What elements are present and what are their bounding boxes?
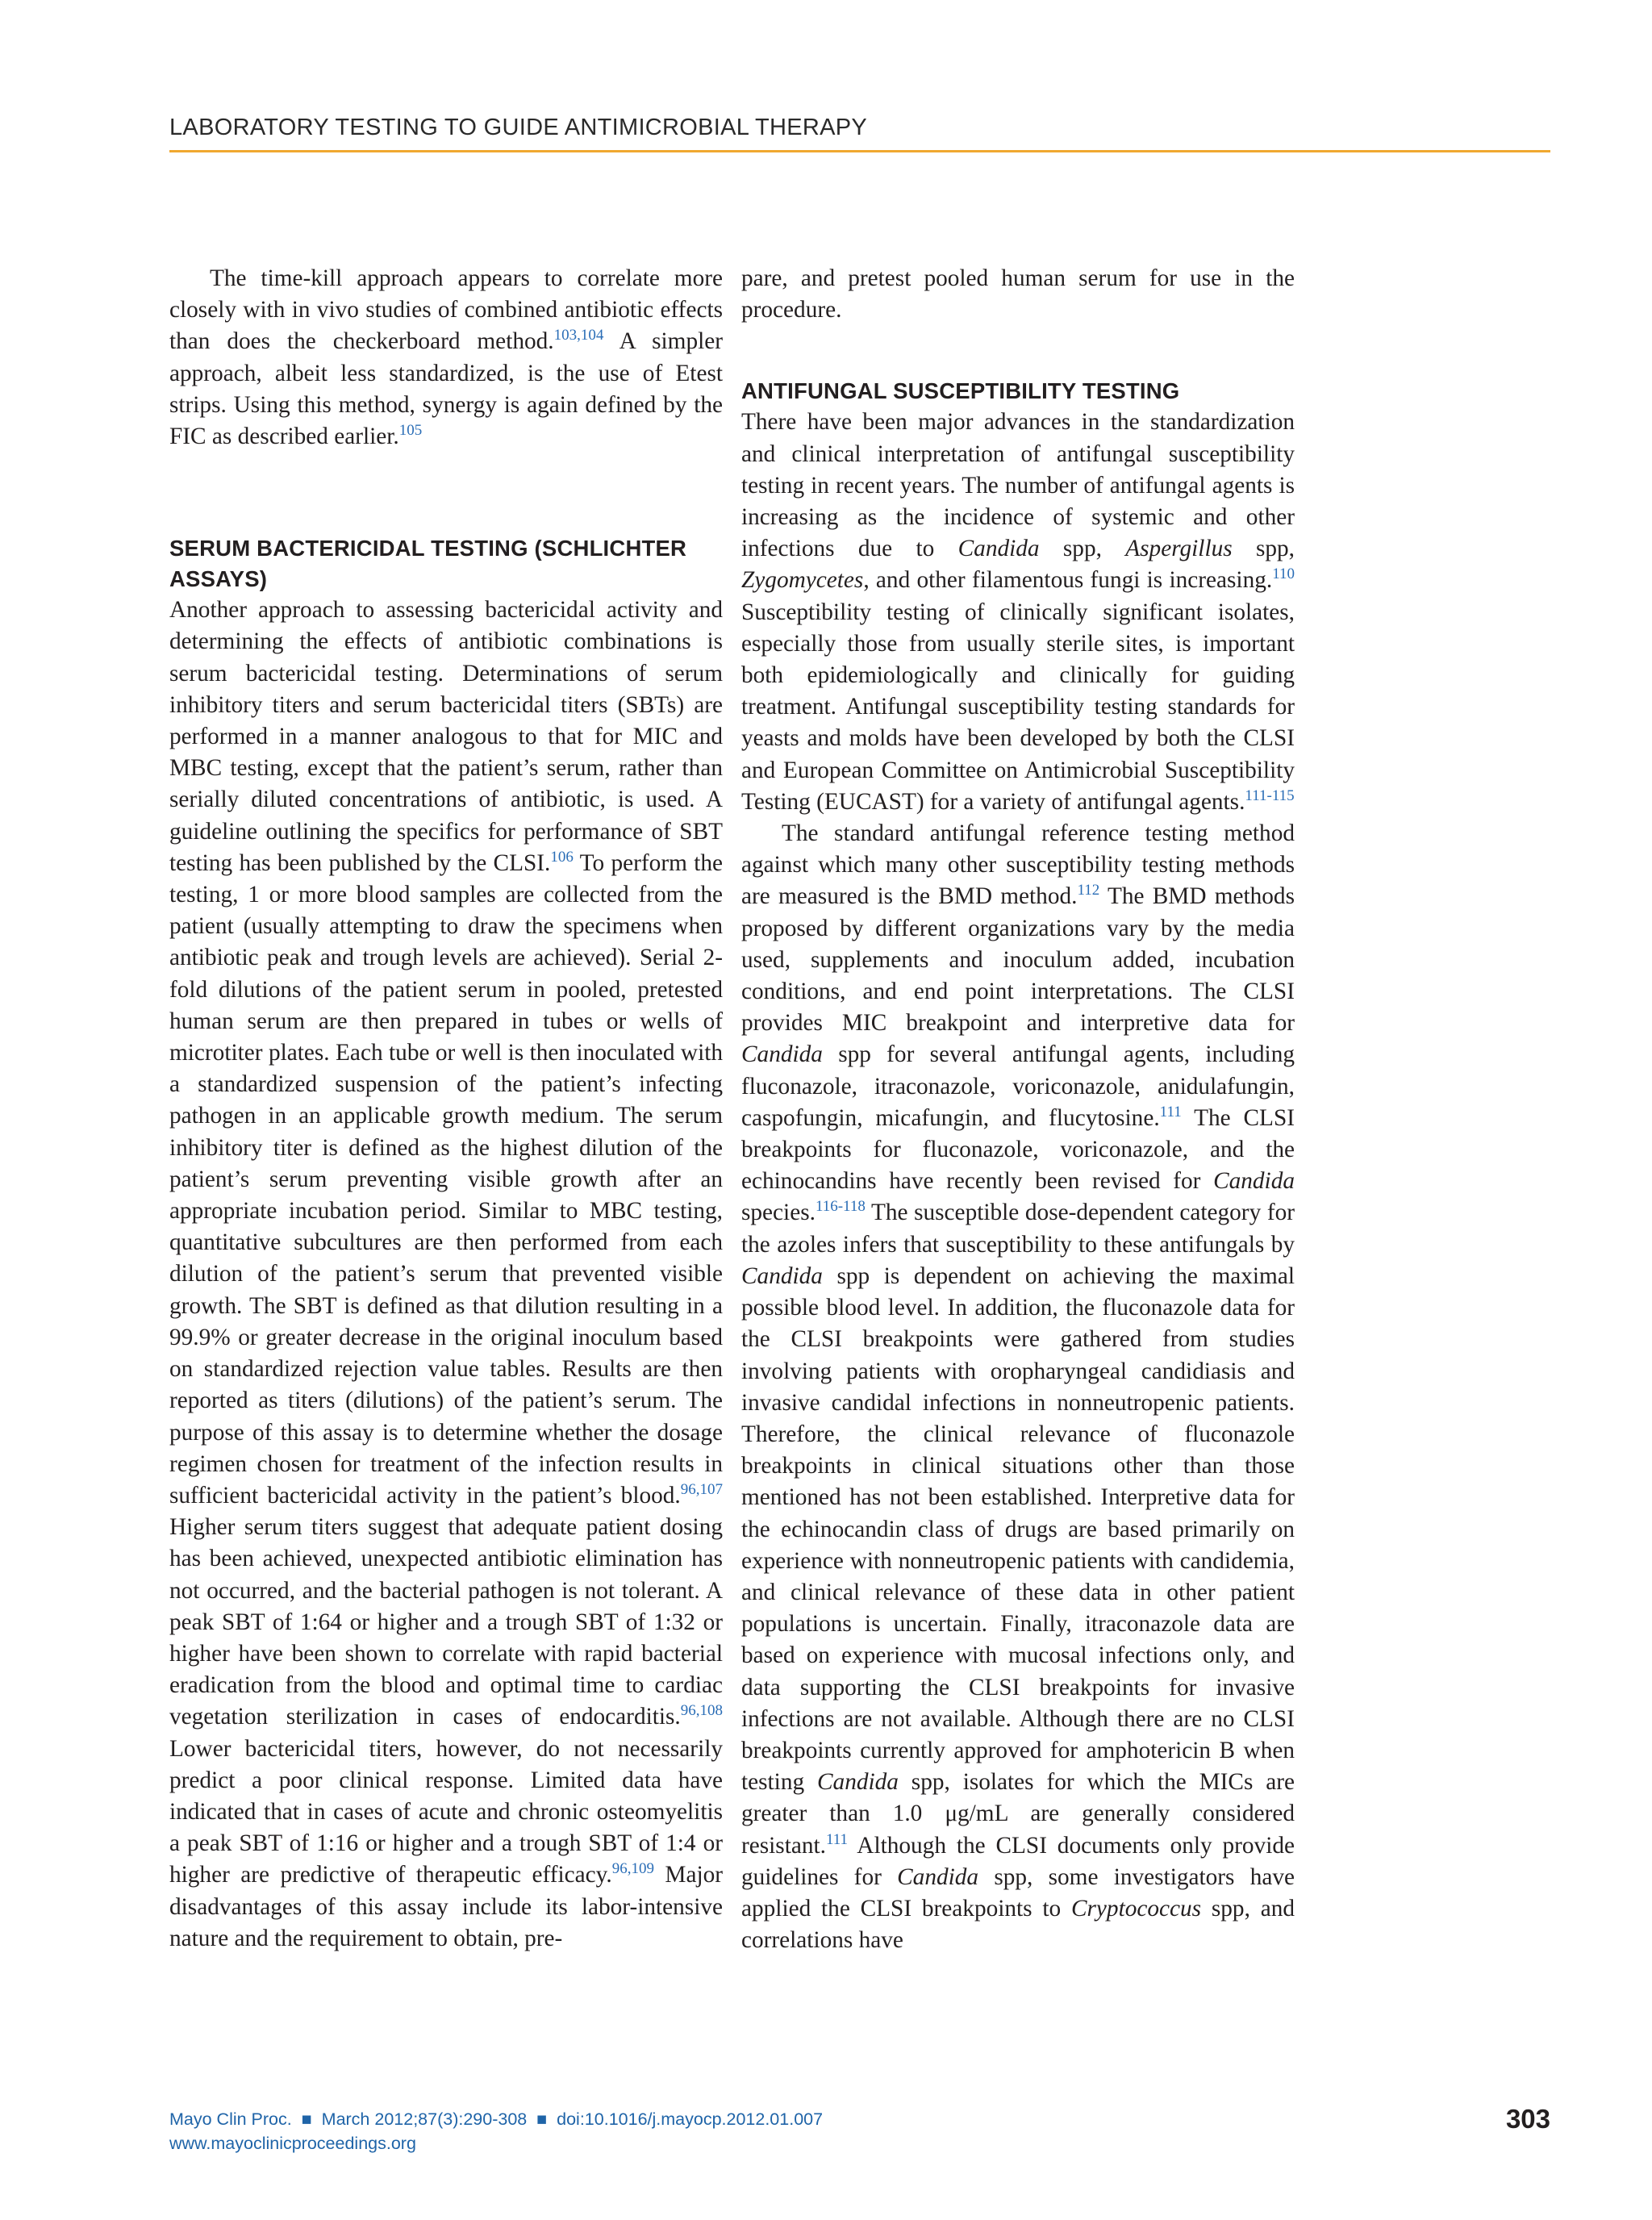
citation-ref[interactable]: 111-115 (1245, 787, 1295, 804)
journal-name: Mayo Clin Proc. (169, 2109, 292, 2129)
separator-square-icon: ■ (536, 2109, 548, 2129)
citation-ref[interactable]: 96,108 (680, 1702, 723, 1720)
section-heading-antifungal: ANTIFUNGAL SUSCEPTIBILITY TESTING (741, 378, 1180, 404)
header-rule (169, 150, 1550, 152)
right-column (741, 263, 1295, 1956)
page-number: 303 (1505, 2104, 1550, 2134)
citation-ref[interactable]: 103,104 (553, 327, 604, 344)
running-head: LABORATORY TESTING TO GUIDE ANTIMICROBIAL THERAPY (169, 115, 868, 140)
paragraph-bmd-method: The standard antifungal reference testing method against which many other susceptibility testing methods are measured is the BMD method.$^{112}$ The BMD methods proposed by different organizations vary by the media used, supplements and inoculum added, incubation conditions, and end point interpretations. The CLSI provides MIC breakpoint and interpretive data for Candida spp for several antifungal agents, including fluconazole, itraconazole, voriconazole, anidulafungin, caspofungin, micafungin, and flucytosine.$^{111}$ The CLSI breakpoints for fluconazole, voriconazole, and the echinocandins have recently been revised for Candida species.$^{116-118}$ The susceptible dose-dependent category for the azoles infers that susceptibility to these antifungals by Candida spp is dependent on achieving the maximal possible blood level. In addition, the fluconazole data for the CLSI breakpoints were gathered from studies involving patients with oropharyngeal candidiasis and invasive candidal infections in nonneutropenic patients. Therefore, the clinical relevance of fluconazole breakpoints in clinical situations other than those mentioned has not been established. Interpretive data for the echinocandin class of drugs are based primarily on experience with nonneutropenic patients with candidemia, and clinical relevance of these data in other patient populations is uncertain. Finally, itraconazole data are based on experience with mucosal infections only, and data supporting the CLSI breakpoints for invasive infections are not available. Although there are no CLSI breakpoints currently approved for amphotericin B when testing Candida spp, isolates for which the MICs are greater than 1.0 μg/mL are generally considered resistant.$^{111}$ Although the CLSI documents only provide guidelines for Candida spp, some investigators have applied the CLSI breakpoints to Cryptococcus spp, and correlations have (741, 820, 1295, 1954)
citation-ref[interactable]: 116-118 (815, 1198, 866, 1216)
paragraph-antifungal-intro: There have been major advances in the standardization and clinical interpretation of antifungal susceptibility testing in recent years. The number of antifungal agents is increasing as the incidence of systemic and other infections due to Candida spp, Aspergillus spp, Zygomycetes, and other filamentous fungi is increasing.$^{110}$ Susceptibility testing of clinically significant isolates, especially those from usually sterile sites, is important both epidemiologically and clinically for guiding treatment. Antifungal susceptibility testing standards for yeasts and molds have been developed by both the CLSI and European Committee on Antimicrobial Susceptibility Testing (EUCAST) for a variety of antifungal agents.$^{111-115}$ (741, 409, 1295, 815)
section-heading-serum-bactericidal: SERUM BACTERICIDAL TESTING (SCHLICHTER ASSAYS) (169, 536, 687, 592)
citation-ref[interactable]: 111 (825, 1830, 849, 1848)
citation-ref[interactable]: 112 (1077, 882, 1100, 899)
issue-info: March 2012;87(3):290-308 (321, 2109, 528, 2129)
citation-ref[interactable]: 111 (1159, 1103, 1182, 1120)
section-spacer (169, 453, 723, 533)
left-column (169, 263, 723, 1955)
citation-ref[interactable]: 96,107 (680, 1480, 723, 1498)
citation-ref[interactable]: 110 (1272, 565, 1295, 583)
citation-ref[interactable]: 105 (398, 422, 423, 440)
footer-journal-line (169, 2107, 823, 2131)
paragraph-time-kill: The time-kill approach appears to correlate more closely with in vivo studies of combined antibiotic effects than does the checkerboard method.$^{103,104}$ A simpler approach, albeit less standardized, is the use of Etest strips. Using this method, synergy is again defined by the FIC as described earlier.$^{105}$ (169, 265, 724, 450)
section-spacer (741, 326, 1295, 376)
paragraph-continuation: pare, and pretest pooled human serum for use in the procedure. (741, 265, 1295, 323)
citation-ref[interactable]: 96,109 (611, 1860, 654, 1878)
paragraph-serum-bactericidal: Another approach to assessing bactericidal activity and determining the effects of antibiotic combinations is serum bactericidal testing. Determinations of serum inhibitory titers and serum bactericidal titers (SBTs) are performed in a manner analogous to that for MIC and MBC testing, except that the patient’s serum, rather than serially diluted concentrations of antibiotic, is used. A guideline outlining the specifics for performance of SBT testing has been published by the CLSI.$^{106}$ To perform the testing, 1 or more blood samples are collected from the patient (usually attempting to draw the specimens when antibiotic peak and trough levels are achieved). Serial 2-fold dilutions of the patient serum in pooled, pretested human serum are then prepared in tubes or wells of microtiter plates. Each tube or well is then inoculated with a standardized suspension of the patient’s infecting pathogen in an applicable growth medium. The serum inhibitory titer is defined as the highest dilution of the patient’s serum preventing visible growth after an appropriate incubation period. Similar to MBC testing, quantitative subcultures are then performed from each dilution of the patient’s serum that prevented visible growth. The SBT is defined as that dilution resulting in a 99.9% or greater decrease in the original inoculum based on standardized rejection value tables. Results are then reported as titers (dilutions) of the patient’s serum. The purpose of this assay is to determine whether the dosage regimen chosen for treatment of the infection results in sufficient bactericidal activity in the patient’s blood.$^{96,107}$ Higher serum titers suggest that adequate patient dosing has been achieved, unexpected antibiotic elimination has not occurred, and the bacterial pathogen is not tolerant. A peak SBT of 1:64 or higher and a trough SBT of 1:32 or higher have been shown to correlate with rapid bacterial eradication from the blood and optimal time to cardiac vegetation sterilization in cases of endocarditis.$^{96,108}$ Lower bactericidal titers, however, do not necessarily predict a poor clinical response. Limited data have indicated that in cases of acute and chronic osteomyelitis a peak SBT of 1:16 or higher and a trough SBT of 1:4 or higher are predictive of therapeutic efficacy.$^{96,109}$ Major disadvantages of this assay include its labor-intensive nature and the requirement to obtain, pre- (169, 597, 724, 1951)
website-link[interactable]: www.mayoclinicproceedings.org (169, 2134, 416, 2153)
citation-ref[interactable]: 106 (550, 848, 574, 866)
doi-link[interactable]: doi:10.1016/j.mayocp.2012.01.007 (557, 2109, 824, 2129)
footer-citation (169, 2107, 823, 2155)
separator-square-icon: ■ (301, 2109, 312, 2129)
